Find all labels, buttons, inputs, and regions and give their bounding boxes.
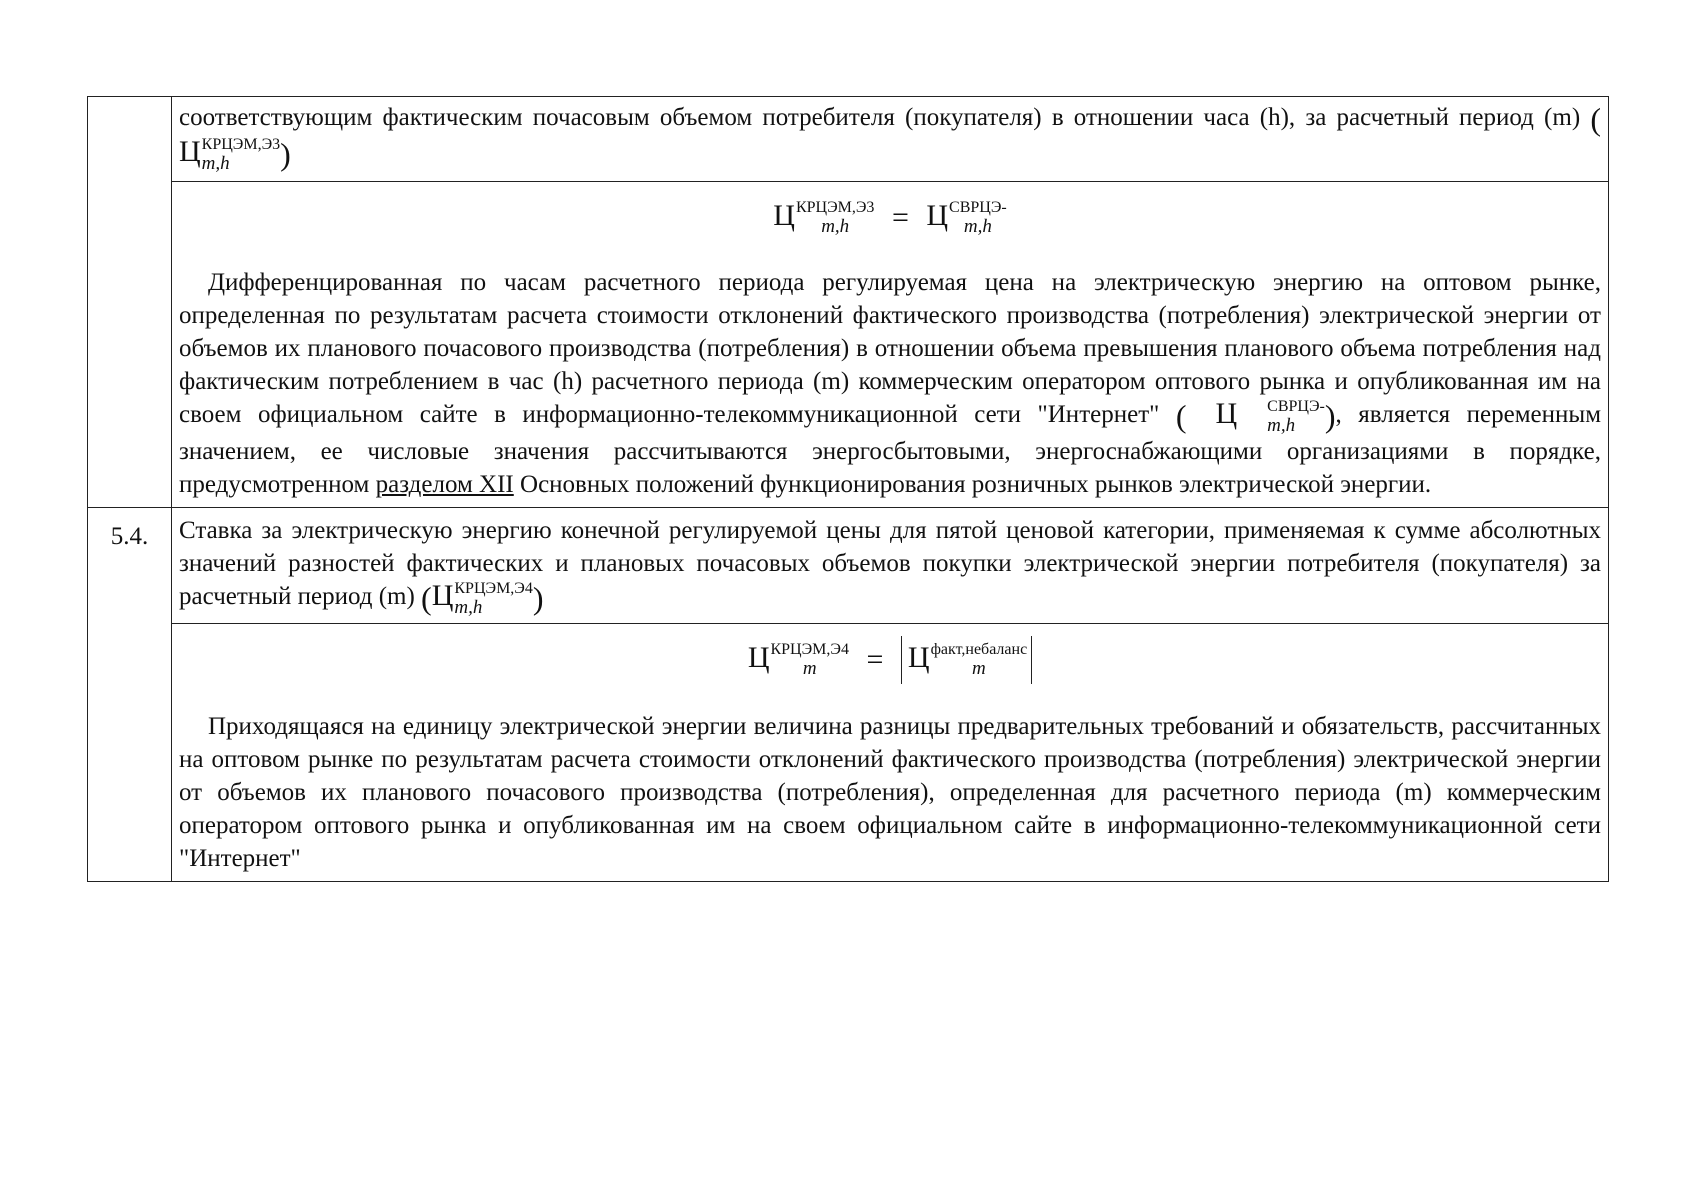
- row-number-cell: 5.4.: [88, 507, 172, 881]
- formula-rhs: Ц СВРЦЭ- m,h: [926, 199, 1007, 238]
- definition-cell: [172, 97, 1609, 182]
- formula-cell: [172, 181, 1609, 507]
- definition-text: Ставка за электрическую энергию конечной регулируемой цены для пятой ценовой категории, применяемая к сумме абсолютных значений разностей фактических и плановых почасовых объемов покупки электрической энергии потребителя (покупателя) за расчетный период (m) ( Ц КРЦЭМ,Э4 m,h ): [179, 516, 1601, 618]
- table-row: [88, 623, 1609, 881]
- table-row: [88, 97, 1609, 182]
- absolute-value: [901, 636, 1032, 684]
- definition-text: соответствующим фактическим почасовым объемом потребителя (покупателя) в отношении часа (h), за расчетный период (m) ( Ц КРЦЭМ,Э3 m,h ): [179, 100, 1602, 174]
- definition-cell: [172, 507, 1609, 623]
- formula-description: Приходящаяся на единицу электрической энергии величина разницы предварительных требований и обязательств, рассчитанных на оптовом рынке по результатам расчета стоимости отклонений фактического производства (потребления) электрической энергии от объемов их планового почасового производства (потребления), определенная для расчетного периода (m) коммерческим оператором оптового рынка и опубликованная им на своем официальном сайте в информационно-телекоммуникационной сети "Интернет": [179, 712, 1601, 872]
- formula-cell: [172, 623, 1609, 881]
- formula-rhs: Ц факт,небаланс m: [907, 641, 1028, 680]
- regulation-table: [87, 96, 1609, 882]
- table-row: [88, 507, 1609, 623]
- table-row: [88, 181, 1609, 507]
- price-symbol: Ц КРЦЭМ,Э3 m,h: [179, 134, 281, 174]
- definition-text-body: соответствующим фактическим почасовым объемом потребителя (покупателя) в отношении часа (h), за расчетный период (m): [179, 104, 1581, 131]
- formula-lhs: Ц КРЦЭМ,Э3 m,h: [773, 199, 875, 238]
- equals-sign: =: [866, 642, 884, 676]
- equals-sign: =: [891, 200, 909, 234]
- formula: [179, 636, 1601, 684]
- formula: [179, 194, 1601, 240]
- formula-description: Дифференцированная по часам расчетного периода регулируемая цена на электрическую энергию на оптовом рынке, определенная по результатам расчета стоимости отклонений фактического производства (потребления) электрической энергии от объемов их планового почасового производства (потребления) в отношении объема превышения планового объема потребления над фактическим потреблением в час (h) расчетного периода (m) коммерческим оператором оптового рынка и опубликованная им на своем официальном сайте в информационно-телекоммуникационной сети "Интернет" ( Ц СВРЦЭ- m,h ), является переменным значением, ее числовые значения рассчитываются энергосбытовыми, энергоснабжающими организациями в порядке, предусмотренном разделом XII Основных положений функционирования розничных рынков электрической энергии.: [179, 268, 1602, 498]
- row-number-cell: [88, 97, 172, 508]
- price-symbol: Ц КРЦЭМ,Э4 m,h: [431, 578, 533, 618]
- price-symbol: Ц СВРЦЭ- m,h: [1215, 396, 1325, 436]
- formula-lhs: Ц КРЦЭМ,Э4 m: [747, 641, 849, 680]
- section-xii-link[interactable]: разделом XII: [375, 470, 514, 498]
